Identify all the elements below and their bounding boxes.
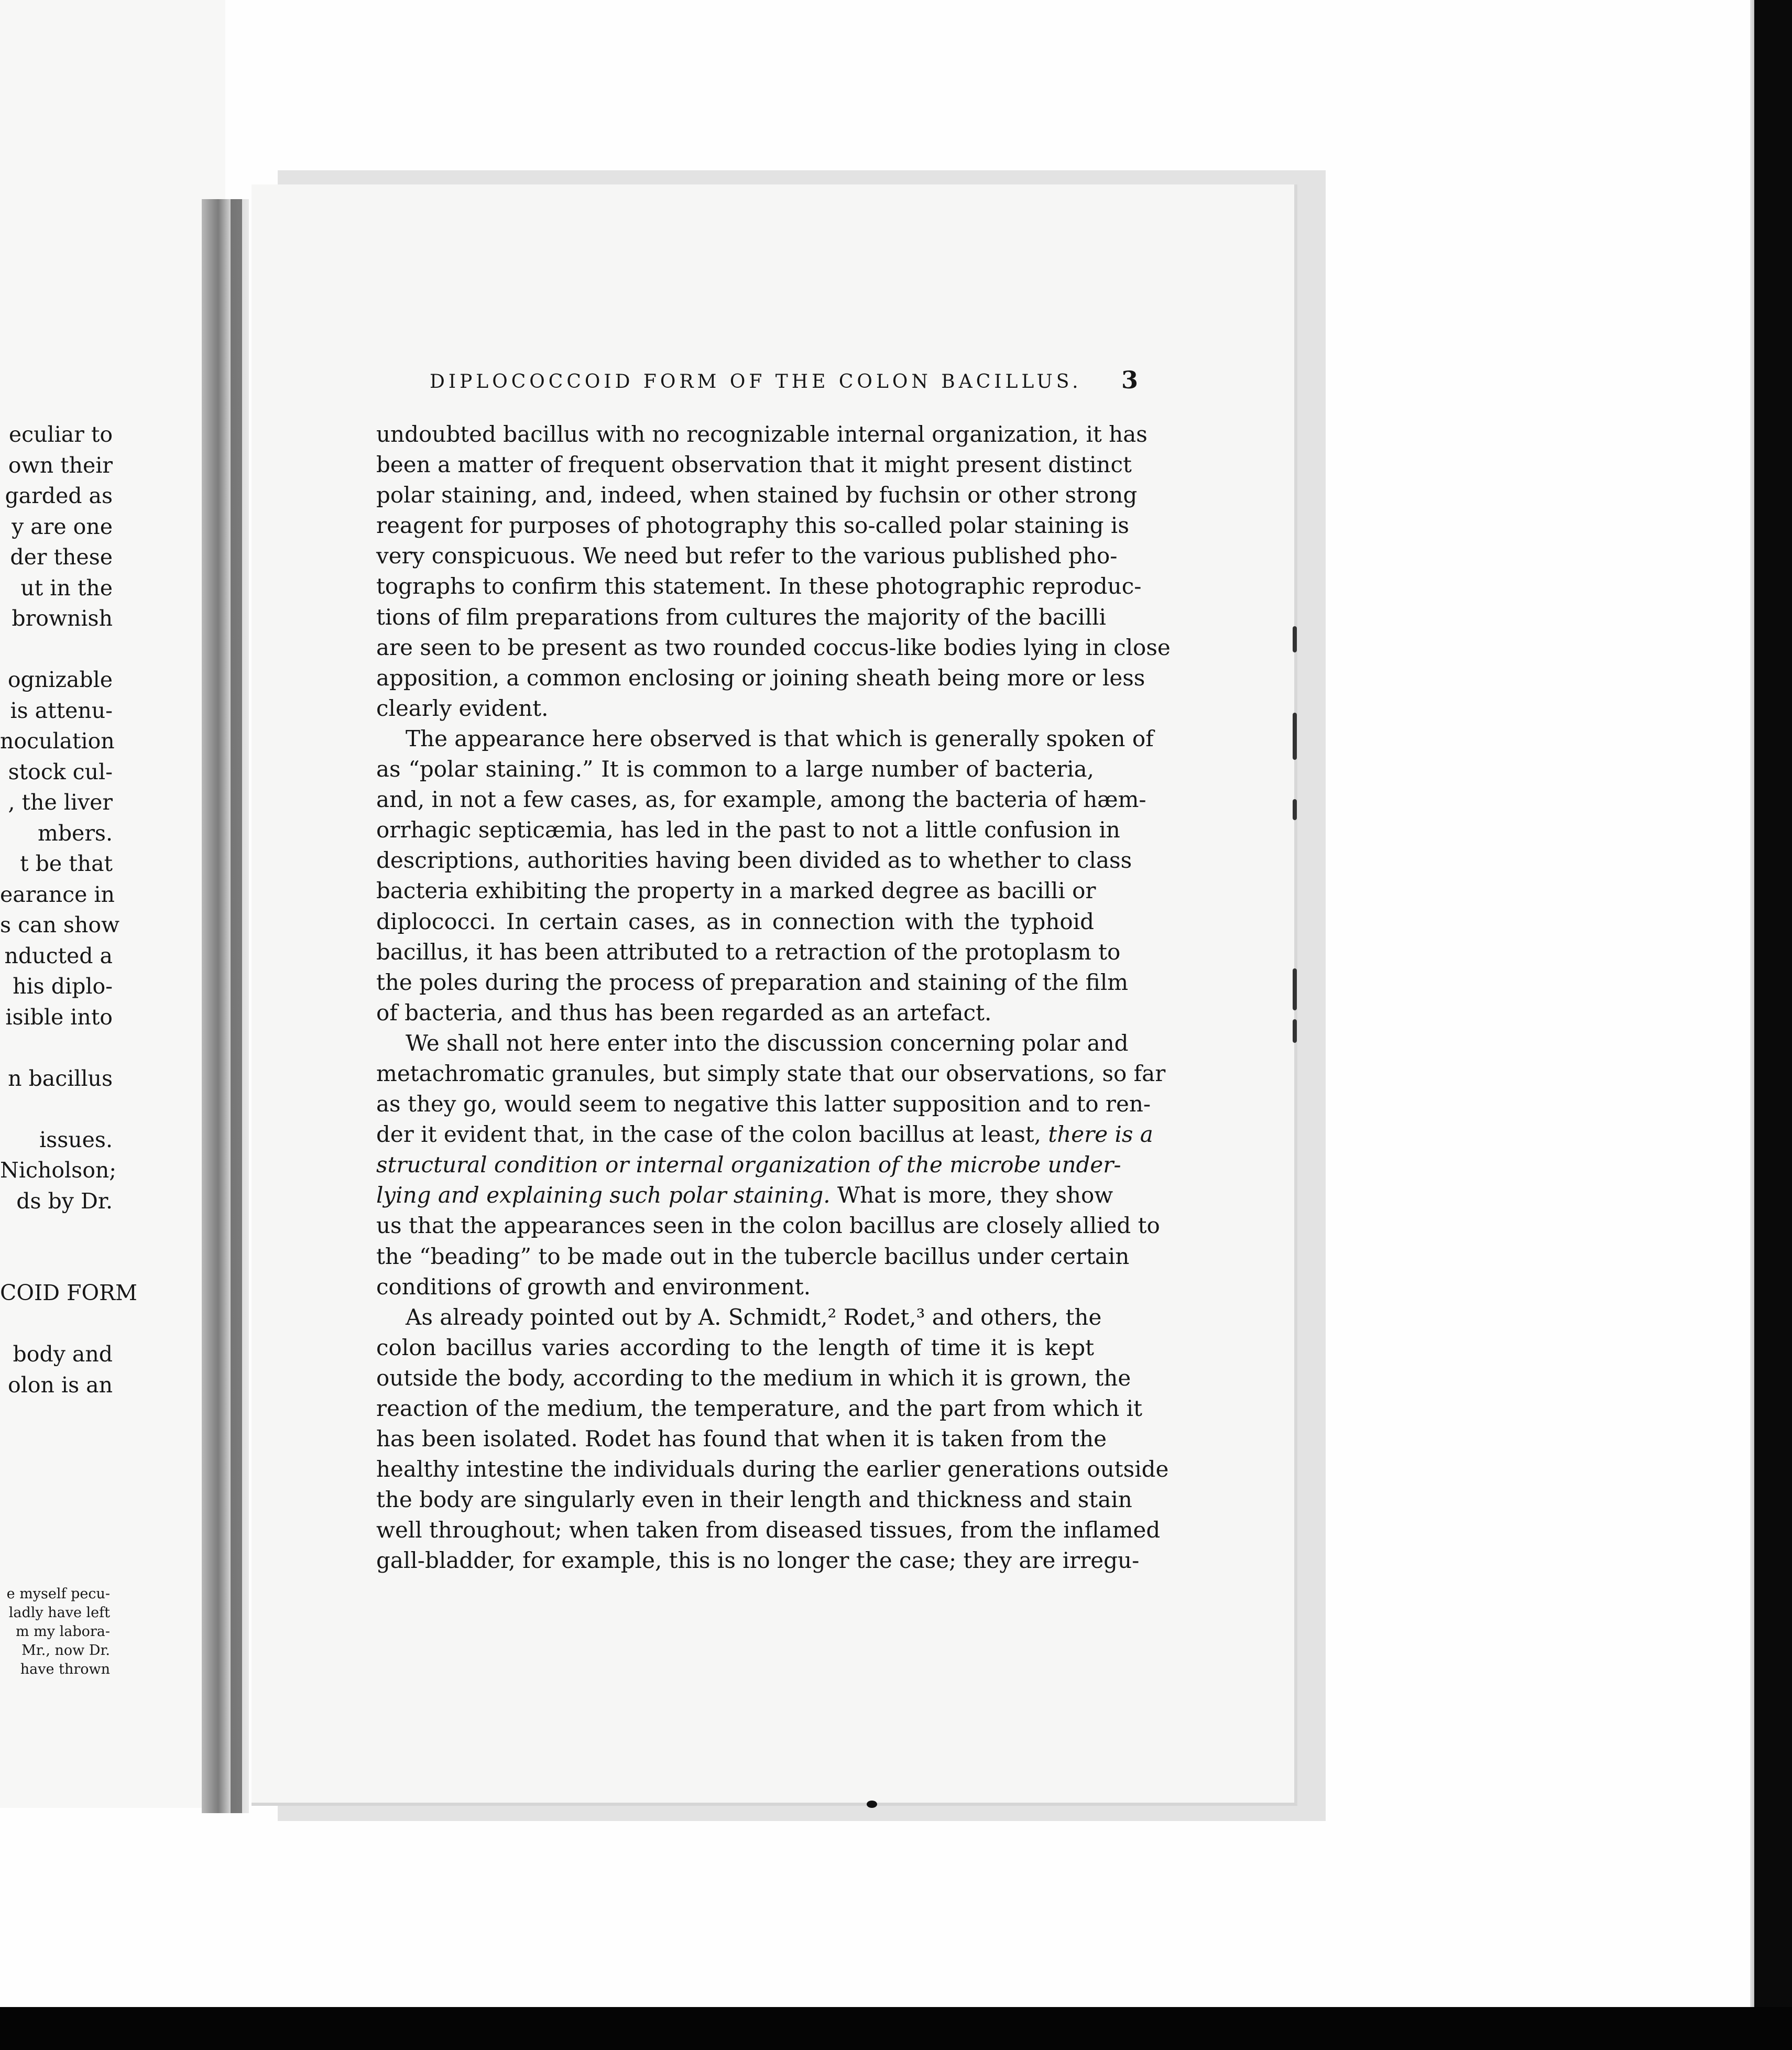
text-line: clearly evident. <box>376 695 549 721</box>
text-line <box>376 1150 1121 1180</box>
text-line <box>376 1119 1153 1150</box>
text-line: bacteria exhibiting the property in a marked degree as bacilli or <box>376 878 1096 904</box>
text-line: us that the appearances seen in the colon bacillus are closely allied to <box>376 1213 1160 1239</box>
left-footnote-line: e myself pecu- <box>6 1586 110 1602</box>
text-line: conditions of growth and environment. <box>376 1273 811 1300</box>
left-footnote-line: m my labora- <box>15 1623 110 1640</box>
text-line: and, in not a few cases, as, for example, among the bacteria of hæm- <box>376 787 1146 813</box>
left-text-line: olon is an <box>8 1372 113 1398</box>
left-text-line: COID FORM <box>0 1280 137 1305</box>
left-footnote-line: ladly have left <box>8 1605 110 1621</box>
text-line: as “polar staining.” It is common to a large number of bacteria, <box>376 756 1094 782</box>
text-line: reaction of the medium, the temperature, and the part from which it <box>376 1395 1142 1421</box>
left-text-line: isible into <box>5 1004 113 1030</box>
text-segment: der it evident that, in the case of the colon bacillus at least, <box>376 1121 1048 1148</box>
left-text-line: earance in <box>0 881 115 907</box>
left-text-line: body and <box>13 1342 113 1367</box>
left-text-line <box>0 1216 113 1247</box>
left-text-line: der these <box>10 544 113 570</box>
left-text-line: mbers. <box>37 820 113 846</box>
ink-mark <box>1293 713 1297 760</box>
left-text-line: is attenu- <box>10 697 113 723</box>
left-text-line: t be that <box>20 851 113 876</box>
left-text-line: stock cul- <box>8 759 113 784</box>
scan-edge-right <box>1754 0 1792 2050</box>
left-text-line: noculation <box>0 728 115 754</box>
text-line: are seen to be present as two rounded coccus-like bodies lying in close <box>376 634 1171 660</box>
text-line: As already pointed out by A. Schmidt,² Rodet,³ and others, the <box>406 1304 1102 1330</box>
scan-edge-bottom <box>0 2007 1792 2050</box>
text-line: The appearance here observed is that which is generally spoken of <box>406 725 1154 751</box>
gutter-shadow <box>231 199 242 1813</box>
left-text-line: garded as <box>5 483 113 508</box>
left-page-text <box>0 419 137 1400</box>
text-line: been a matter of frequent observation that it might present distinct <box>376 452 1132 478</box>
left-text-line: ds by Dr. <box>16 1188 113 1214</box>
left-text-line: brownish <box>12 606 113 631</box>
page-number: 3 <box>1121 366 1139 394</box>
text-line: of bacteria, and thus has been regarded as an artefact. <box>376 999 992 1026</box>
left-text-line: s can show <box>0 912 120 937</box>
left-text-line: Nicholson; <box>0 1158 117 1183</box>
text-segment: there is a <box>1048 1121 1153 1148</box>
running-head: DIPLOCOCCOID FORM OF THE COLON BACILLUS. <box>430 371 1082 392</box>
ink-mark <box>1293 626 1297 652</box>
text-line: healthy intestine the individuals during the earlier generations outside <box>376 1456 1169 1482</box>
body-text <box>376 419 1171 1576</box>
ink-mark <box>1293 799 1297 820</box>
text-line: the poles during the process of preparation and staining of the film <box>376 969 1129 995</box>
left-text-line <box>0 1032 113 1063</box>
left-text-line: , the liver <box>8 790 113 815</box>
left-text-line: nducted a <box>4 943 113 968</box>
left-text-line: own their <box>8 452 113 478</box>
text-segment: lying and explaining such polar staining. <box>376 1182 831 1208</box>
text-line: undoubted bacillus with no recognizable internal organization, it has <box>376 421 1148 447</box>
left-text-line: n bacillus <box>8 1065 113 1091</box>
text-line <box>376 1180 1113 1211</box>
left-text-line <box>0 634 113 665</box>
text-segment: structural condition or internal organization of the microbe under- <box>376 1152 1121 1178</box>
left-text-line: issues. <box>39 1127 113 1152</box>
left-text-line: y are one <box>12 514 113 539</box>
text-line: gall-bladder, for example, this is no longer the case; they are irregu- <box>376 1547 1140 1574</box>
text-line: descriptions, authorities having been divided as to whether to class <box>376 847 1132 874</box>
text-line: reagent for purposes of photography this so-called polar staining is <box>376 512 1129 539</box>
left-text-line: his diplo- <box>13 974 113 999</box>
text-line: metachromatic granules, but simply state that our observations, so far <box>376 1060 1166 1086</box>
text-line: colon bacillus varies according to the length of time it is kept <box>376 1334 1094 1360</box>
left-footnote-line: have thrown <box>20 1661 110 1677</box>
left-text-line <box>0 1247 113 1278</box>
left-text-line <box>0 1094 113 1125</box>
text-line: We shall not here enter into the discussion concerning polar and <box>406 1030 1129 1056</box>
text-line: the “beading” to be made out in the tubercle bacillus under certain <box>376 1243 1130 1269</box>
left-footnote-line: Mr., now Dr. <box>21 1642 110 1659</box>
left-text-line <box>0 1308 113 1339</box>
text-line: has been isolated. Rodet has found that when it is taken from the <box>376 1426 1107 1452</box>
left-page-footnotes <box>0 1585 110 1679</box>
text-line: polar staining, and, indeed, when stained by fuchsin or other strong <box>376 482 1138 508</box>
ink-mark <box>1293 968 1297 1010</box>
left-text-line: ognizable <box>7 667 113 692</box>
text-line: outside the body, according to the medium in which it is grown, the <box>376 1365 1131 1391</box>
left-text-line: eculiar to <box>8 422 113 447</box>
ink-speck <box>867 1801 877 1808</box>
text-line: bacillus, it has been attributed to a retraction of the protoplasm to <box>376 939 1121 965</box>
left-text-line: ut in the <box>20 575 113 601</box>
text-line: apposition, a common enclosing or joining sheath being more or less <box>376 664 1145 691</box>
text-line: tions of film preparations from cultures the majority of the bacilli <box>376 604 1106 630</box>
text-line: very conspicuous. We need but refer to the various published pho- <box>376 543 1118 569</box>
text-segment: What is more, they show <box>830 1182 1113 1208</box>
text-line: as they go, would seem to negative this latter supposition and to ren- <box>376 1091 1151 1117</box>
text-line: well throughout; when taken from diseased tissues, from the inflamed <box>376 1517 1161 1543</box>
text-line: orrhagic septicæmia, has led in the past to not a little confusion in <box>376 817 1120 843</box>
text-line: tographs to confirm this statement. In these photographic reproduc- <box>376 573 1142 599</box>
ink-mark <box>1293 1019 1297 1043</box>
text-line: diplococci. In certain cases, as in connection with the typhoid <box>376 908 1094 934</box>
text-line: the body are singularly even in their length and thickness and stain <box>376 1487 1132 1513</box>
left-facing-page <box>0 0 225 1808</box>
